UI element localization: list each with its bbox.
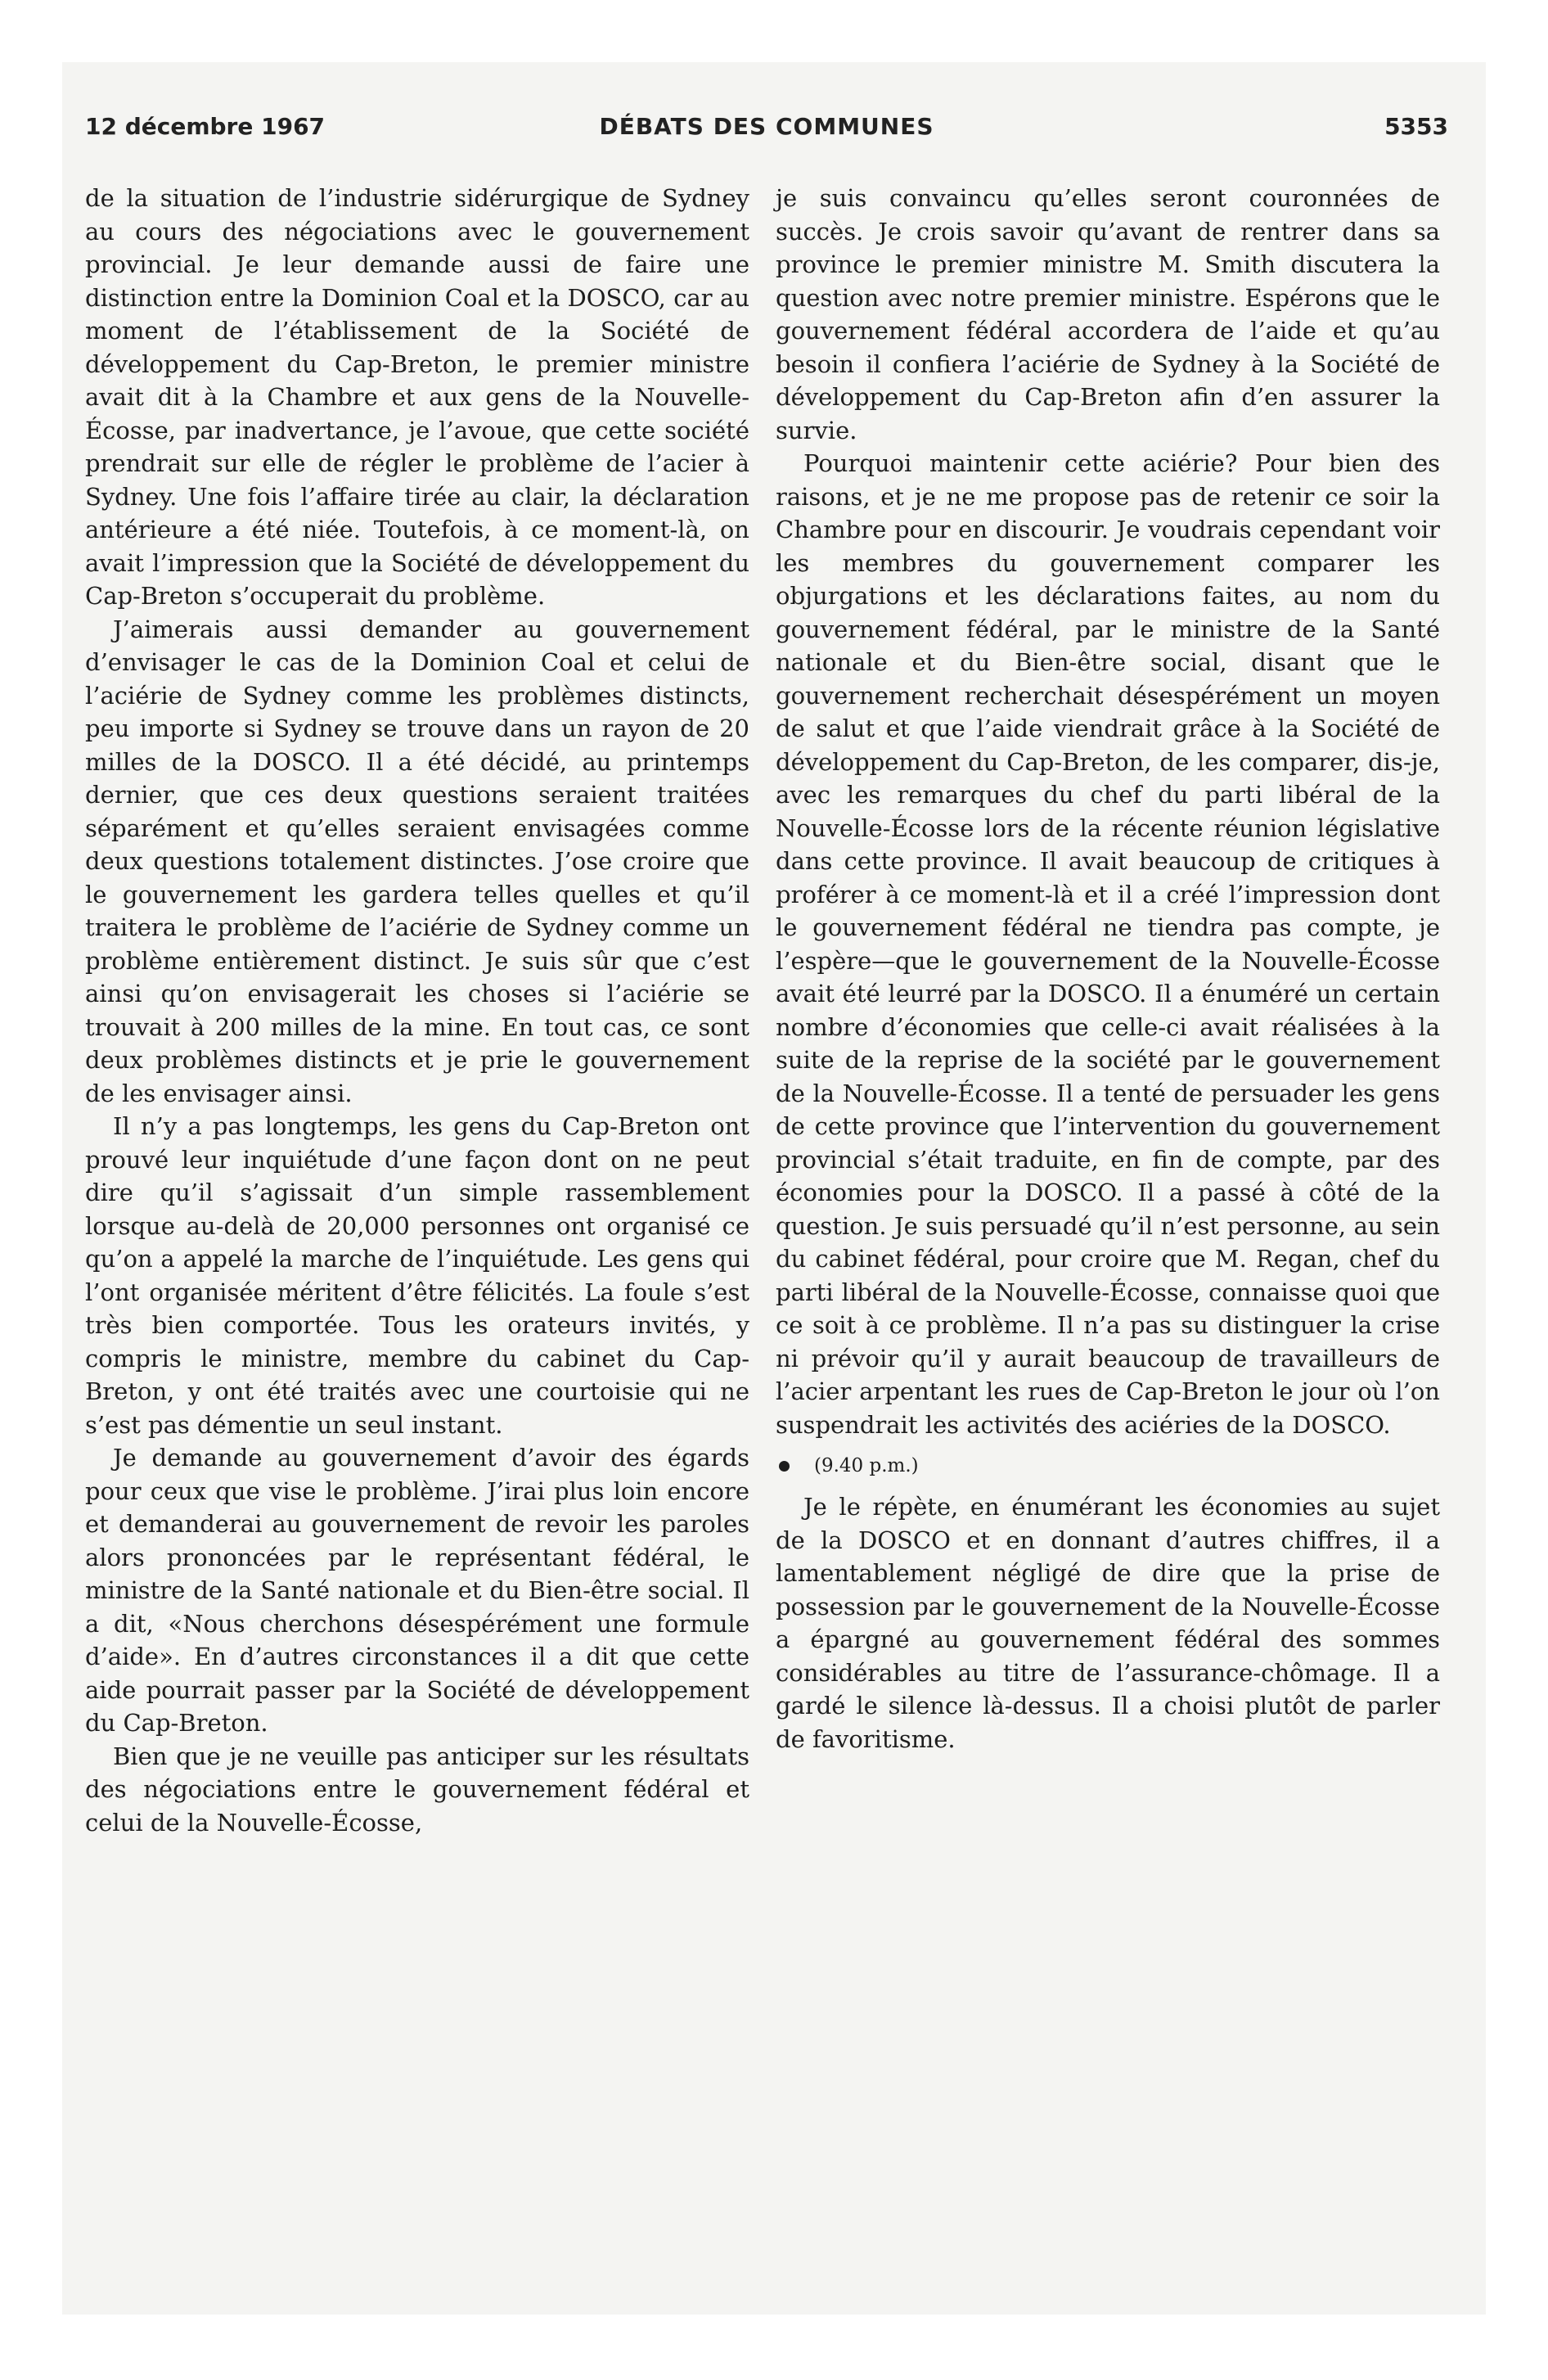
page-number: 5353 xyxy=(1384,113,1448,140)
time-marker xyxy=(776,1453,1440,1479)
bullet-icon xyxy=(779,1461,790,1472)
paragraph: Bien que je ne veuille pas anticiper sur les résultats des négociations entre le gouvernement fédéral et celui de la Nouvelle-Écosse, xyxy=(85,1742,749,1837)
paragraph: Je demande au gouvernement d’avoir des égards pour ceux que vise le problème. J’irai plus loin encore et demanderai au gouvernement de revoir les paroles alors prononcées par le représentant fédéral, le ministre de la Santé nationale et du Bien-être social. Il a dit, «Nous cherchons désespérément une formule d’aide». En d’autres circonstances il a dit que cette aide pourrait passer par la Société de développement du Cap-Breton. xyxy=(85,1444,749,1737)
left-column xyxy=(85,182,749,1839)
header-date: 12 décembre 1967 xyxy=(85,113,326,140)
page-header xyxy=(85,113,1448,154)
paragraph: Il n’y a pas longtemps, les gens du Cap-Breton ont prouvé leur inquiétude d’une façon dont on ne peut dire qu’il s’agissait d’un simple rassemblement lorsque au-delà de 20,000 personnes ont organisé ce qu’on a appelé la marche de l’inquiétude. Les gens qui l’ont organisée méritent d’être félicités. La foule s’est très bien comportée. Tous les orateurs invités, y compris le ministre, membre du cabinet du Cap-Breton, y ont été traités avec une courtoisie qui ne s’est pas démentie un seul instant. xyxy=(85,1112,749,1439)
paragraph: Je le répète, en énumérant les économies au sujet de la DOSCO et en donnant d’autres chiffres, il a lamentablement négligé de dire que la prise de possession par le gouvernement de la Nouvelle-Écosse a épargné au gouvernement fédéral des sommes considérables au titre de l’assurance-chômage. Il a gardé le silence là-dessus. Il a choisi plutôt de parler de favoritisme. xyxy=(776,1493,1440,1753)
paragraph: J’aimerais aussi demander au gouvernement d’envisager le cas de la Dominion Coal et celui de l’aciérie de Sydney comme les problèmes distincts, peu importe si Sydney se trouve dans un rayon de 20 milles de la DOSCO. Il a été décidé, au printemps dernier, que ces deux questions seraient traitées séparément et qu’elles seraient envisagées comme deux questions totalement distinctes. J’ose croire que le gouvernement les gardera telles quelles et qu’il traitera le problème de l’aciérie de Sydney comme un problème entièrement distinct. Je suis sûr que c’est ainsi qu’on envisagerait les choses si l’aciérie se trouvait à 200 milles de la mine. En tout cas, ce sont deux problèmes distincts et je prie le gouvernement de les envisager ainsi. xyxy=(85,615,749,1107)
paragraph: Pourquoi maintenir cette aciérie? Pour bien des raisons, et je ne me propose pas de retenir ce soir la Chambre pour en discourir. Je voudrais cependant voir les membres du gouvernement comparer les objurgations et les déclarations faites, au nom du gouvernement fédéral, par le ministre de la Santé nationale et du Bien-être social, disant que le gouvernement recherchait désespérément un moyen de salut et que l’aide viendrait grâce à la Société de développement du Cap-Breton, de les comparer, dis-je, avec les remarques du chef du parti libéral de la Nouvelle-Écosse lors de la récente réunion législative dans cette province. Il avait beaucoup de critiques à proférer à ce moment-là et il a créé l’impression dont le gouvernement fédéral ne tiendra pas compte, je l’espère—que le gouvernement de la Nouvelle-Écosse avait été leurré par la DOSCO. Il a énuméré un certain nombre d’économies que celle-ci avait réalisées à la suite de la reprise de la société par le gouvernement de la Nouvelle-Écosse. Il a tenté de persuader les gens de cette province que l’intervention du gouvernement provincial s’était traduite, en fin de compte, par des économies pour la DOSCO. Il a passé à côté de la question. Je suis persuadé qu’il n’est personne, au sein du cabinet fédéral, pour croire que M. Regan, chef du parti libéral de la Nouvelle-Écosse, connaisse quoi que ce soit à ce problème. Il n’a pas su distinguer la crise ni prévoir qu’il y aurait beaucoup de travailleurs de l’acier arpentant les rues de Cap-Breton le jour où l’on suspendrait les activités des aciéries de la DOSCO. xyxy=(776,449,1440,1439)
paragraph: de la situation de l’industrie sidérurgique de Sydney au cours des négociations avec le gouvernement provincial. Je leur demande aussi de faire une distinction entre la Dominion Coal et la DOSCO, car au moment de l’établissement de la Société de développement du Cap-Breton, le premier ministre avait dit à la Chambre et aux gens de la Nouvelle-Écosse, par inadvertance, je l’avoue, que cette société prendrait sur elle de régler le problème de l’acier à Sydney. Une fois l’affaire tirée au clair, la déclaration antérieure a été niée. Toutefois, à ce moment-là, on avait l’impression que la Société de développement du Cap-Breton s’occuperait du problème. xyxy=(85,184,749,610)
right-column xyxy=(776,182,1440,1756)
time-marker-text: (9.40 p.m.) xyxy=(814,1455,919,1476)
header-title: DÉBATS DES COMMUNES xyxy=(599,113,934,140)
paragraph: je suis convaincu qu’elles seront couronnées de succès. Je crois savoir qu’avant de rentrer dans sa province le premier ministre M. Smith discutera la question avec notre premier ministre. Espérons que le gouvernement fédéral accordera de l’aide et qu’au besoin il confiera l’aciérie de Sydney à la Société de développement du Cap-Breton afin d’en assurer la survie. xyxy=(776,184,1440,444)
